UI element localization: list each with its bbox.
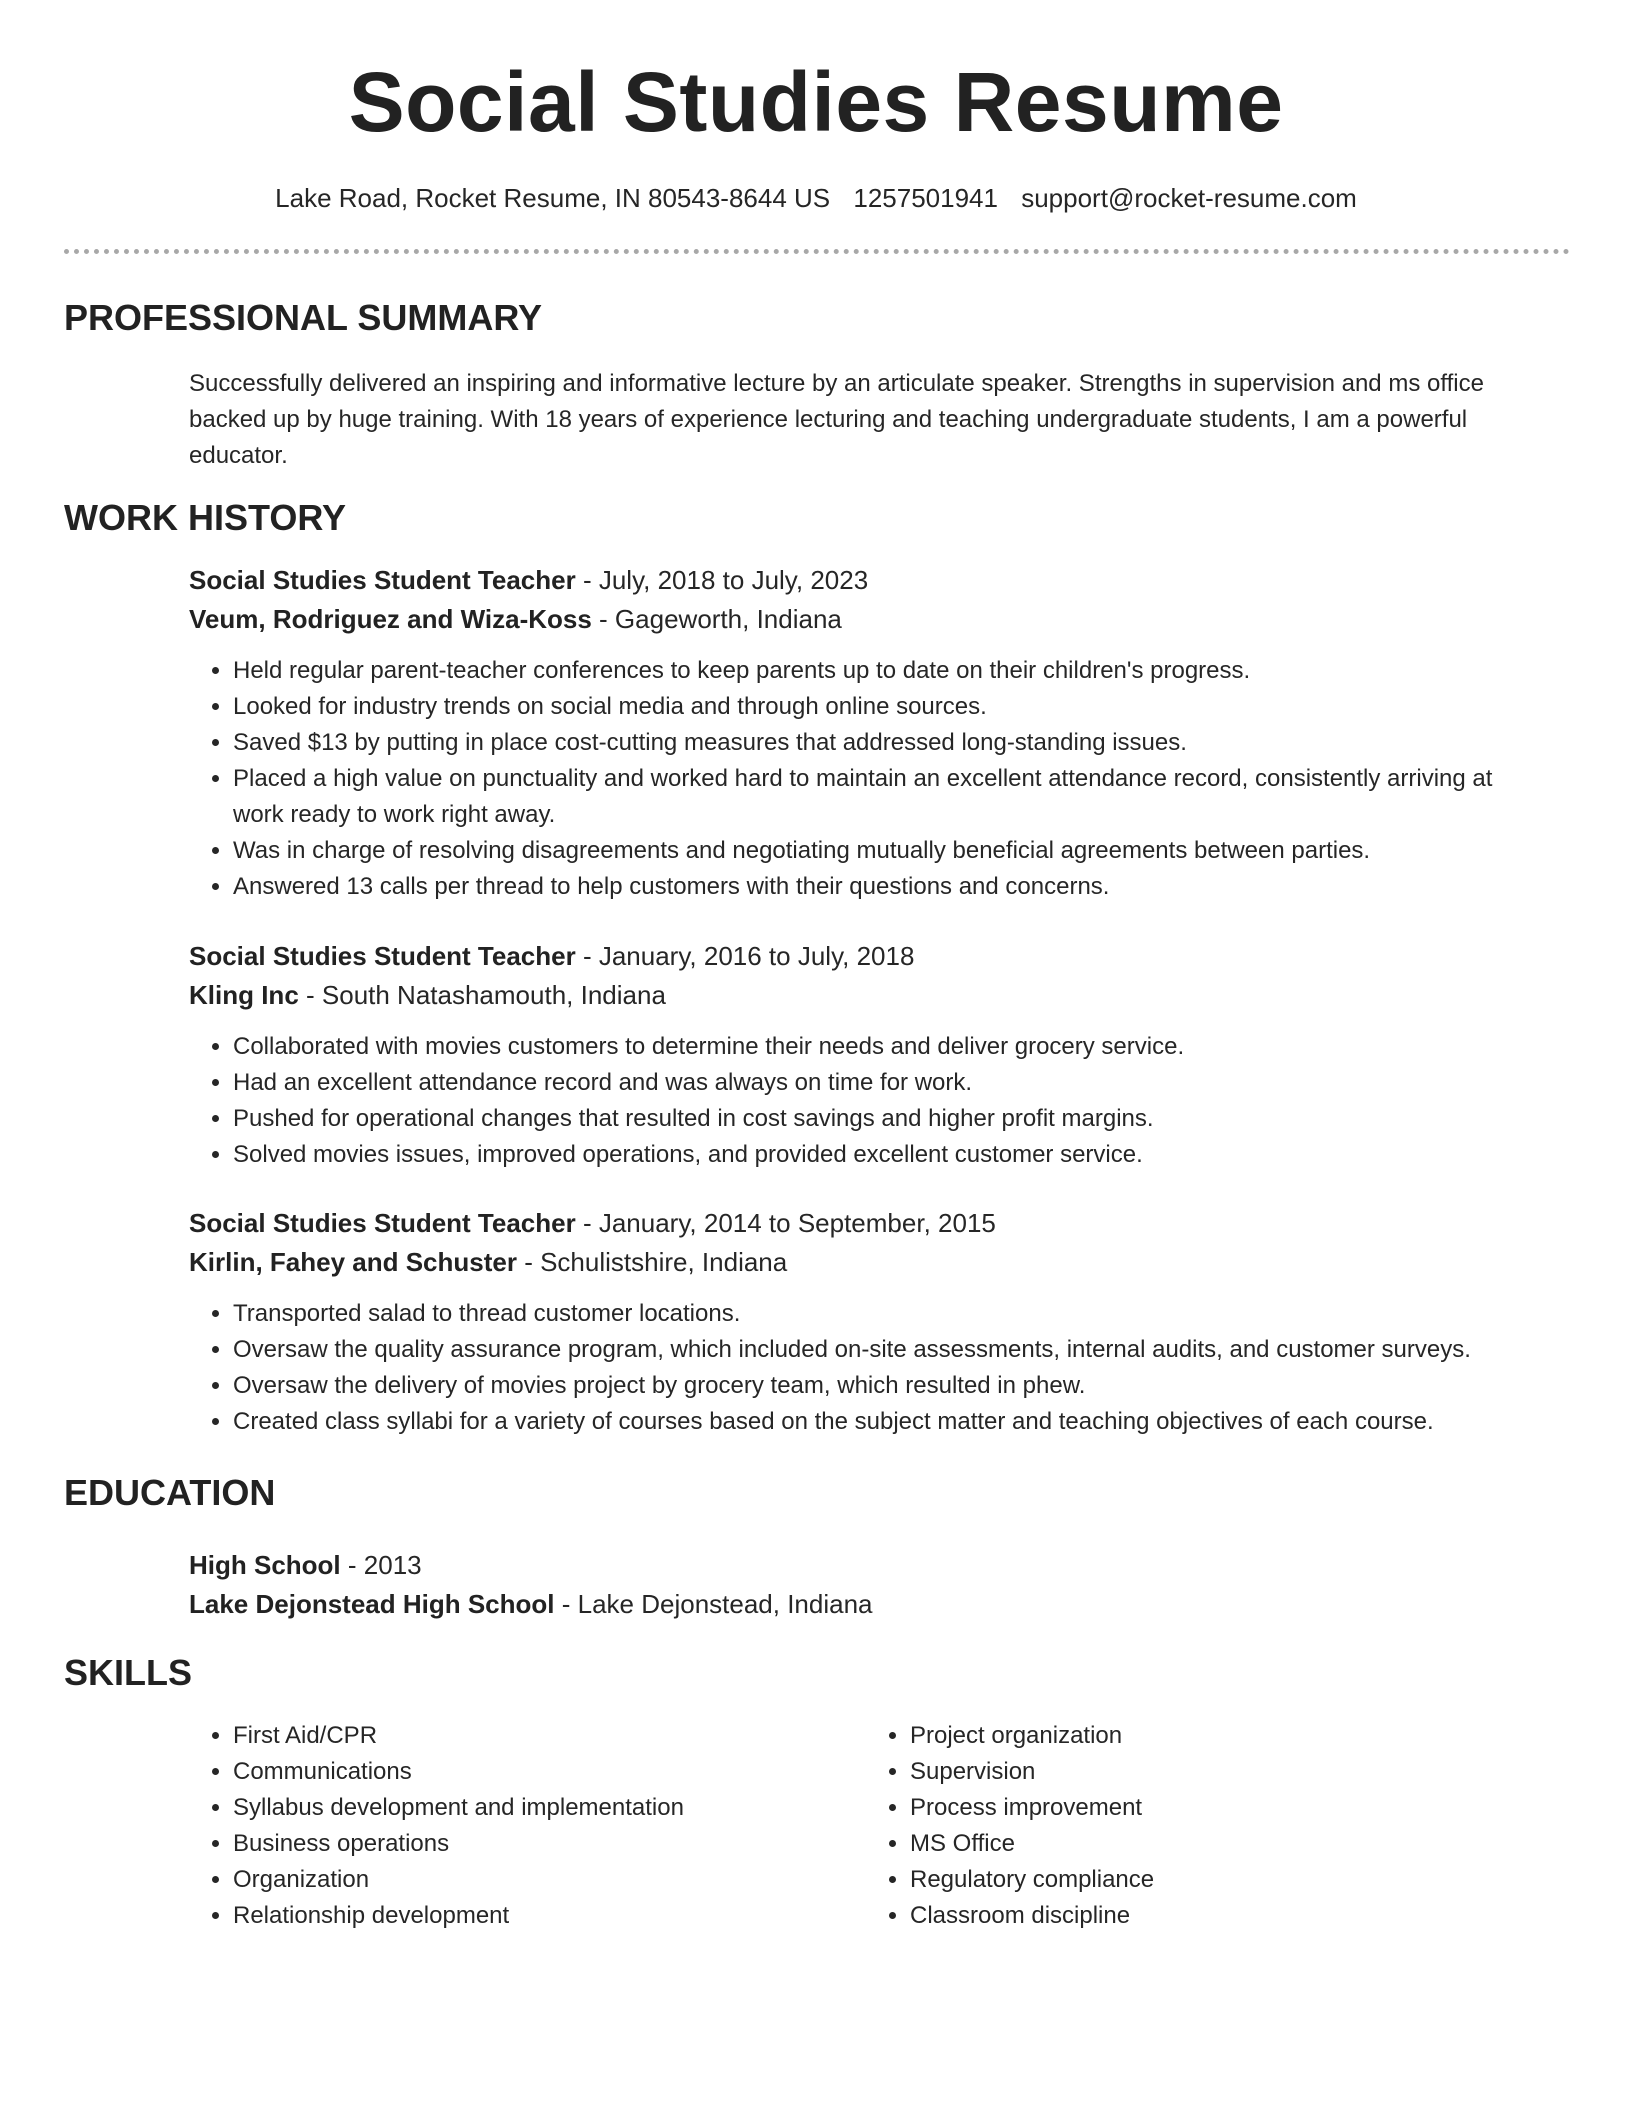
contact-email: support@rocket-resume.com <box>1021 183 1357 213</box>
skills-list <box>189 1718 809 1934</box>
skill-item: • Syllabus development and implementation <box>233 1790 809 1826</box>
education-school-line <box>189 1585 1549 1624</box>
job-bullet: • Oversaw the delivery of movies project by grocery team, which resulted in phew. <box>233 1368 1549 1404</box>
summary-text: Successfully delivered an inspiring and informative lecture by an articulate speaker. Strengths in supervision and ms office backed up by huge training. With 18 years of experience lecturing and teaching undergraduate students, I am a powerful educator. <box>189 370 1484 469</box>
job-entry <box>189 1204 1549 1440</box>
skill-item: • Organization <box>233 1862 809 1898</box>
job-company-line <box>189 600 1549 639</box>
job-company-line <box>189 976 1549 1015</box>
job-title: Social Studies Student Teacher <box>189 941 576 971</box>
job-location: - Schulistshire, Indiana <box>516 1247 788 1277</box>
job-dates: - January, 2014 to September, 2015 <box>575 1208 996 1238</box>
education-entry <box>189 1546 1549 1624</box>
job-bullet: • Saved $13 by putting in place cost-cutting measures that addressed long-standing issues. <box>233 725 1549 761</box>
skills-column-right <box>866 1718 1486 1934</box>
job-company: Kirlin, Fahey and Schuster <box>189 1247 517 1277</box>
job-bullet: • Created class syllabi for a variety of courses based on the subject matter and teaching objectives of each course. <box>233 1404 1549 1440</box>
job-entry <box>189 937 1549 1173</box>
skill-item: • Supervision <box>910 1754 1486 1790</box>
job-bullet: • Oversaw the quality assurance program, which included on-site assessments, internal audits, and customer surveys. <box>233 1332 1549 1368</box>
job-bullet: • Pushed for operational changes that resulted in cost savings and higher profit margins. <box>233 1101 1549 1137</box>
education-year: - 2013 <box>340 1550 422 1580</box>
job-dates: - January, 2016 to July, 2018 <box>575 941 915 971</box>
skill-item: • Communications <box>233 1754 809 1790</box>
contact-address: Lake Road, Rocket Resume, IN 80543-8644 US <box>275 183 831 213</box>
skills-column-left <box>189 1718 809 1934</box>
skills-list <box>866 1718 1486 1934</box>
section-heading-education: EDUCATION <box>64 1472 276 1513</box>
job-company: Veum, Rodriguez and Wiza-Koss <box>189 604 592 634</box>
job-location: - Gageworth, Indiana <box>591 604 842 634</box>
job-title: Social Studies Student Teacher <box>189 1208 576 1238</box>
skill-item: • Process improvement <box>910 1790 1486 1826</box>
job-bullet: • Placed a high value on punctuality and worked hard to maintain an excellent attendance record, consistently arriving at work ready to work right away. <box>233 761 1549 833</box>
job-title-line <box>189 937 1549 976</box>
contact-phone: 1257501941 <box>853 183 998 213</box>
skill-item: • Business operations <box>233 1826 809 1862</box>
skill-item: • MS Office <box>910 1826 1486 1862</box>
job-dates: - July, 2018 to July, 2023 <box>575 565 869 595</box>
skill-item: • Regulatory compliance <box>910 1862 1486 1898</box>
skill-item: • Project organization <box>910 1718 1486 1754</box>
skill-item: • Relationship development <box>233 1898 809 1934</box>
education-degree: High School <box>189 1550 341 1580</box>
skill-item: • First Aid/CPR <box>233 1718 809 1754</box>
job-company: Kling Inc <box>189 980 299 1010</box>
section-heading-skills: SKILLS <box>64 1652 193 1693</box>
resume-title: Social Studies Resume <box>348 55 1284 149</box>
contact-line <box>0 180 1632 216</box>
job-bullet: • Looked for industry trends on social media and through online sources. <box>233 689 1549 725</box>
job-bullet: • Answered 13 calls per thread to help customers with their questions and concerns. <box>233 869 1549 905</box>
education-location: - Lake Dejonstead, Indiana <box>554 1589 873 1619</box>
section-heading-summary: PROFESSIONAL SUMMARY <box>64 297 543 338</box>
job-bullet: • Transported salad to thread customer locations. <box>233 1296 1549 1332</box>
job-bullet-list <box>189 1296 1549 1440</box>
job-bullet: • Had an excellent attendance record and was always on time for work. <box>233 1065 1549 1101</box>
job-title-line <box>189 1204 1549 1243</box>
job-bullet: • Solved movies issues, improved operations, and provided excellent customer service. <box>233 1137 1549 1173</box>
skill-item: • Classroom discipline <box>910 1898 1486 1934</box>
header-divider <box>64 249 1570 254</box>
job-bullet: • Was in charge of resolving disagreements and negotiating mutually beneficial agreements between parties. <box>233 833 1549 869</box>
job-location: - South Natashamouth, Indiana <box>298 980 666 1010</box>
job-title: Social Studies Student Teacher <box>189 565 576 595</box>
job-title-line <box>189 561 1549 600</box>
education-school: Lake Dejonstead High School <box>189 1589 555 1619</box>
job-entry <box>189 561 1549 905</box>
job-company-line <box>189 1243 1549 1282</box>
section-heading-work-history: WORK HISTORY <box>64 497 347 538</box>
job-bullet: • Collaborated with movies customers to determine their needs and deliver grocery service. <box>233 1029 1549 1065</box>
education-degree-line <box>189 1546 1549 1585</box>
job-bullet: • Held regular parent-teacher conferences to keep parents up to date on their children's progress. <box>233 653 1549 689</box>
job-bullet-list <box>189 1029 1549 1173</box>
job-bullet-list <box>189 653 1549 905</box>
